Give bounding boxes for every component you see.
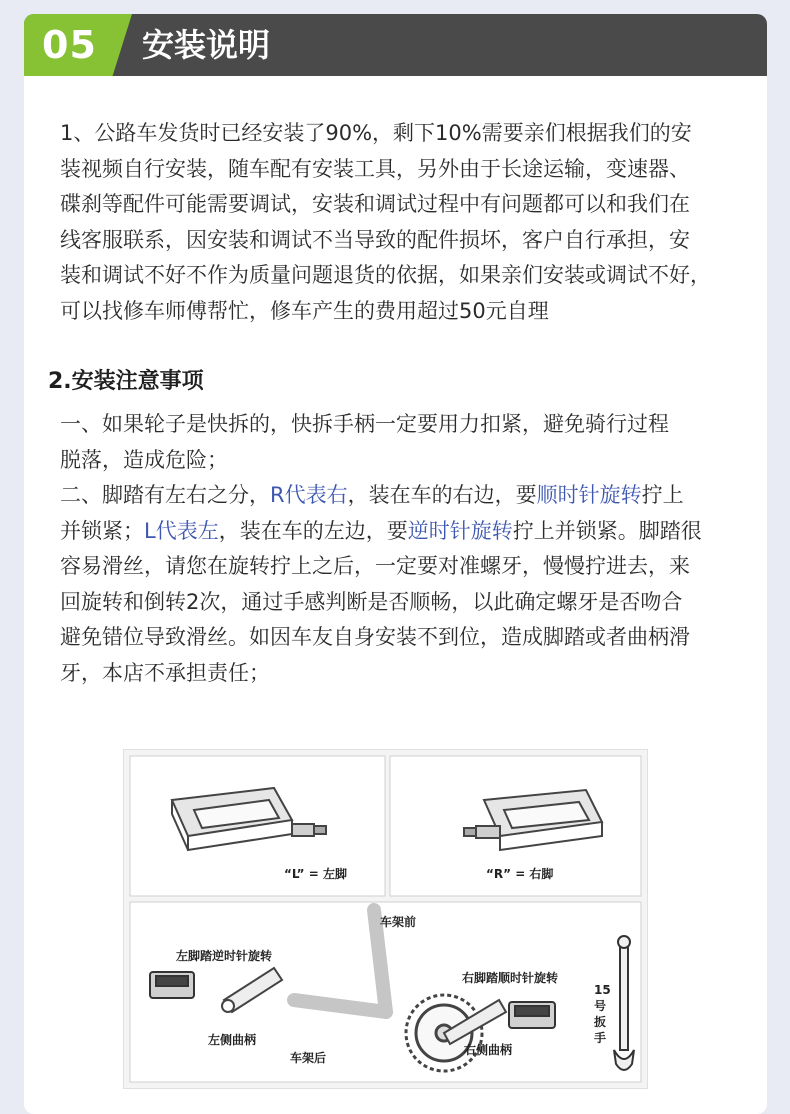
paragraph-line: 线客服联系，因安装和调试不当导致的配件损坏，客户自行承担，安 xyxy=(60,227,690,252)
install-instructions-card xyxy=(24,14,767,1114)
left-crank-label: 左侧曲柄 xyxy=(208,1033,257,1047)
notes-line xyxy=(60,514,760,550)
notes-line: 容易滑丝，请您在旋转拧上之后，一定要对准螺牙，慢慢拧进去，来 xyxy=(60,554,690,578)
right-pedal-cw-label: 右脚踏顺时针旋转 xyxy=(462,971,559,985)
notes-text: 拧上并锁紧。脚踏很 xyxy=(512,518,702,543)
wrench-label: 15 xyxy=(594,983,611,997)
notes-text: ，装在车的右边，要 xyxy=(347,483,537,507)
notes-line: 一、如果轮子是快拆的，快拆手柄一定要用力扣紧，避免骑行过程 xyxy=(60,412,669,436)
highlight-clockwise: 顺时针旋转 xyxy=(536,483,642,507)
diagram-illustration xyxy=(124,750,647,1088)
install-notes xyxy=(60,407,760,691)
right-crank-label: 右侧曲柄 xyxy=(464,1043,513,1057)
wrench-label: 扳 xyxy=(594,1015,607,1029)
section-number: 05 xyxy=(42,23,97,67)
notes-text: 拧上 xyxy=(641,483,684,507)
wrench-label: 手 xyxy=(594,1031,607,1045)
shipping-note-paragraph xyxy=(60,116,760,329)
paragraph-line: 装视频自行安装，随车配有安装工具，另外由于长途运输，变速器、 xyxy=(60,156,690,181)
section-title: 安装说明 xyxy=(142,26,271,64)
paragraph-line: 装和调试不好不作为质量问题退货的依据，如果亲们安装或调试不好， xyxy=(60,263,711,287)
notes-line: 脱落，造成危险； xyxy=(60,447,228,472)
highlight-right-pedal: R代表右 xyxy=(270,483,348,507)
left-pedal-small-icon xyxy=(150,972,194,998)
paragraph-line: 1、公路车发货时已经安装了90%，剩下10%需要亲们根据我们的安 xyxy=(60,121,692,145)
notes-line xyxy=(60,478,760,514)
notes-line: 避免错位导致滑丝。如因车友自身安装不到位，造成脚踏或者曲柄滑 xyxy=(60,625,690,649)
left-pedal-ccw-label: 左脚踏逆时针旋转 xyxy=(176,949,273,963)
right-pedal-label: “R” = 右脚 xyxy=(486,867,554,881)
notes-text: 并锁紧； xyxy=(60,518,144,543)
notes-heading: 2.安装注意事项 xyxy=(48,369,204,394)
notes-text: 二、脚踏有左右之分， xyxy=(60,483,270,507)
section-header xyxy=(24,14,767,76)
pedal-install-diagram xyxy=(123,749,648,1089)
paragraph-line: 碟刹等配件可能需要调试，安装和调试过程中有问题都可以和我们在 xyxy=(60,192,690,216)
notes-line: 牙，本店不承担责任； xyxy=(60,660,270,685)
highlight-left-pedal: L代表左 xyxy=(144,518,219,543)
right-pedal-small-icon xyxy=(509,1002,555,1028)
notes-text: ，装在车的左边，要 xyxy=(218,518,408,543)
highlight-counterclockwise: 逆时针旋转 xyxy=(407,518,513,543)
wrench-label: 号 xyxy=(594,999,607,1013)
frame-rear-label: 车架后 xyxy=(290,1051,327,1065)
left-pedal-label: “L” = 左脚 xyxy=(284,867,347,881)
frame-front-label: 车架前 xyxy=(380,915,417,929)
paragraph-line: 可以找修车师傅帮忙，修车产生的费用超过50元自理 xyxy=(60,298,549,323)
notes-line: 回旋转和倒转2次，通过手感判断是否顺畅，以此确定螺牙是否吻合 xyxy=(60,589,683,614)
